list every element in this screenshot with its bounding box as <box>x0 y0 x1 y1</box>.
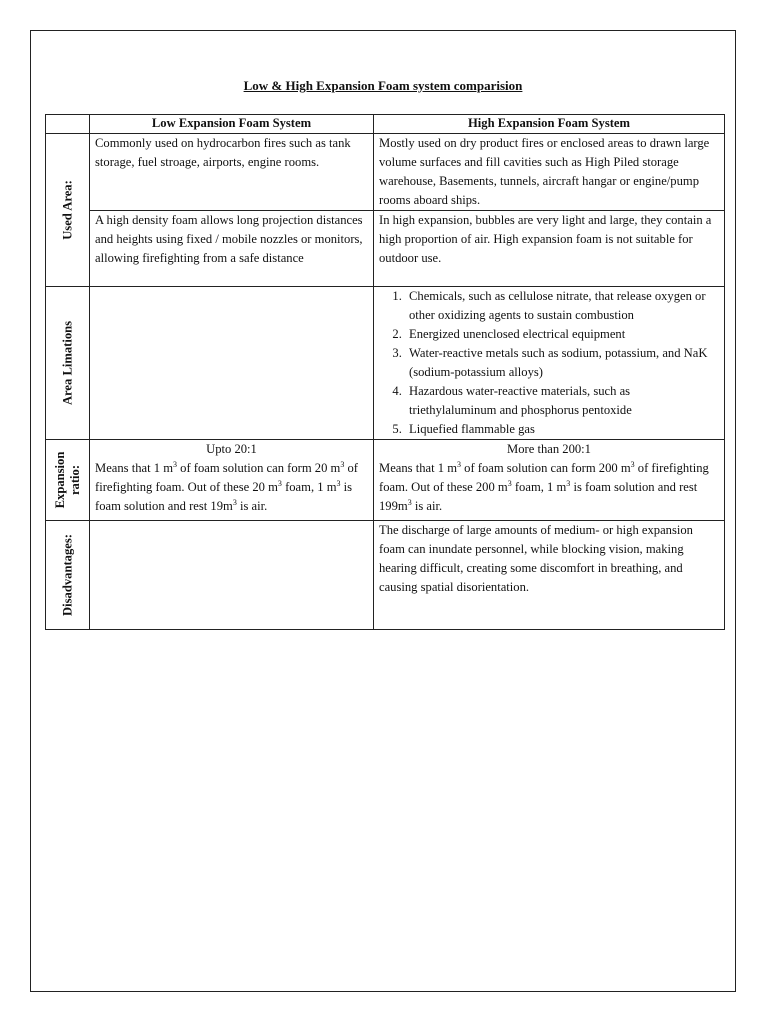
disadvantages-high: The discharge of large amounts of medium- or high expansion foam can inundate personnel, while blocking vision, making hearing difficult, creating some discomfort in breathing, and causing spatial disorientation. <box>374 521 725 630</box>
list-item: 5. Liquefied flammable gas <box>405 420 719 439</box>
low-ratio-text: Means that 1 $m^3$ of foam solution can form 20 $m^3$ of firefighting foam. Out of these 20 $m^3$ foam, 1 $m^3$ is foam solution and rest $19m^3$ is air. <box>95 459 358 513</box>
expansion-ratio-low <box>90 440 374 521</box>
used-area-high-1: Mostly used on dry product fires or enclosed areas to drawn large volume surfaces and fill cavities such as High Piled storage warehouse, Basements, tunnels, aircraft hangar or engine/pump rooms aboard ships. <box>374 134 725 211</box>
used-area-low-2: A high density foam allows long projection distances and heights using fixed / mobile nozzles or monitors, allowing firefighting from a safe distance <box>90 211 374 287</box>
used-area-high-2: In high expansion, bubbles are very light and large, they contain a high proportion of air. High expansion foam is not suitable for outdoor use. <box>374 211 725 287</box>
header-high-expansion: High Expansion Foam System <box>374 115 725 134</box>
disadvantages-low <box>90 521 374 630</box>
list-item: 3. Water-reactive metals such as sodium, potassium, and NaK (sodium-potassium alloys) <box>405 344 719 382</box>
used-area-label: Used Area: <box>60 180 74 240</box>
row-label-area-limitations <box>46 287 90 440</box>
disadvantages-label: Disadvantages: <box>60 534 74 616</box>
expansion-ratio-row <box>46 440 725 521</box>
high-ratio-value: More than 200:1 <box>507 442 591 456</box>
area-limitations-high <box>374 287 725 440</box>
header-low-expansion: Low Expansion Foam System <box>90 115 374 134</box>
limitations-list <box>379 287 719 439</box>
used-area-row-1 <box>46 134 725 211</box>
expansion-ratio-label <box>53 452 83 509</box>
list-item: 4. Hazardous water-reactive materials, such as triethylaluminum and phosphorus pentoxide <box>405 382 719 420</box>
document-title: Low & High Expansion Foam system comparision <box>243 78 523 93</box>
expansion-ratio-label-line-1: Expansion <box>52 451 67 509</box>
used-area-low-1: Commonly used on hydrocarbon fires such as tank storage, fuel stroage, airports, engine rooms. <box>90 134 374 211</box>
high-ratio-text: Means that 1 $m^3$ of foam solution can form 200 $m^3$ of firefighting foam. Out of these 200 $m^3$ foam, 1 $m^3$ is foam solution and rest $199m^3$ is air. <box>379 459 709 513</box>
header-blank <box>46 115 90 134</box>
low-ratio-value: Upto 20:1 <box>206 442 257 456</box>
row-label-expansion-ratio <box>46 440 90 521</box>
expansion-ratio-label-line-2: ratio: <box>67 464 82 496</box>
expansion-ratio-high <box>374 440 725 521</box>
disadvantages-row <box>46 521 725 630</box>
row-label-used-area <box>46 134 90 287</box>
comparison-table <box>45 114 725 630</box>
list-item: 2. Energized unenclosed electrical equipment <box>405 325 719 344</box>
header-row <box>46 115 725 134</box>
area-limitations-label: Area Limations <box>60 320 74 406</box>
area-limitations-row <box>46 287 725 440</box>
row-label-disadvantages <box>46 521 90 630</box>
area-limitations-low <box>90 287 374 440</box>
used-area-row-2 <box>46 211 725 287</box>
list-item: 1. Chemicals, such as cellulose nitrate, that release oxygen or other oxidizing agents to sustain combustion <box>405 287 719 325</box>
